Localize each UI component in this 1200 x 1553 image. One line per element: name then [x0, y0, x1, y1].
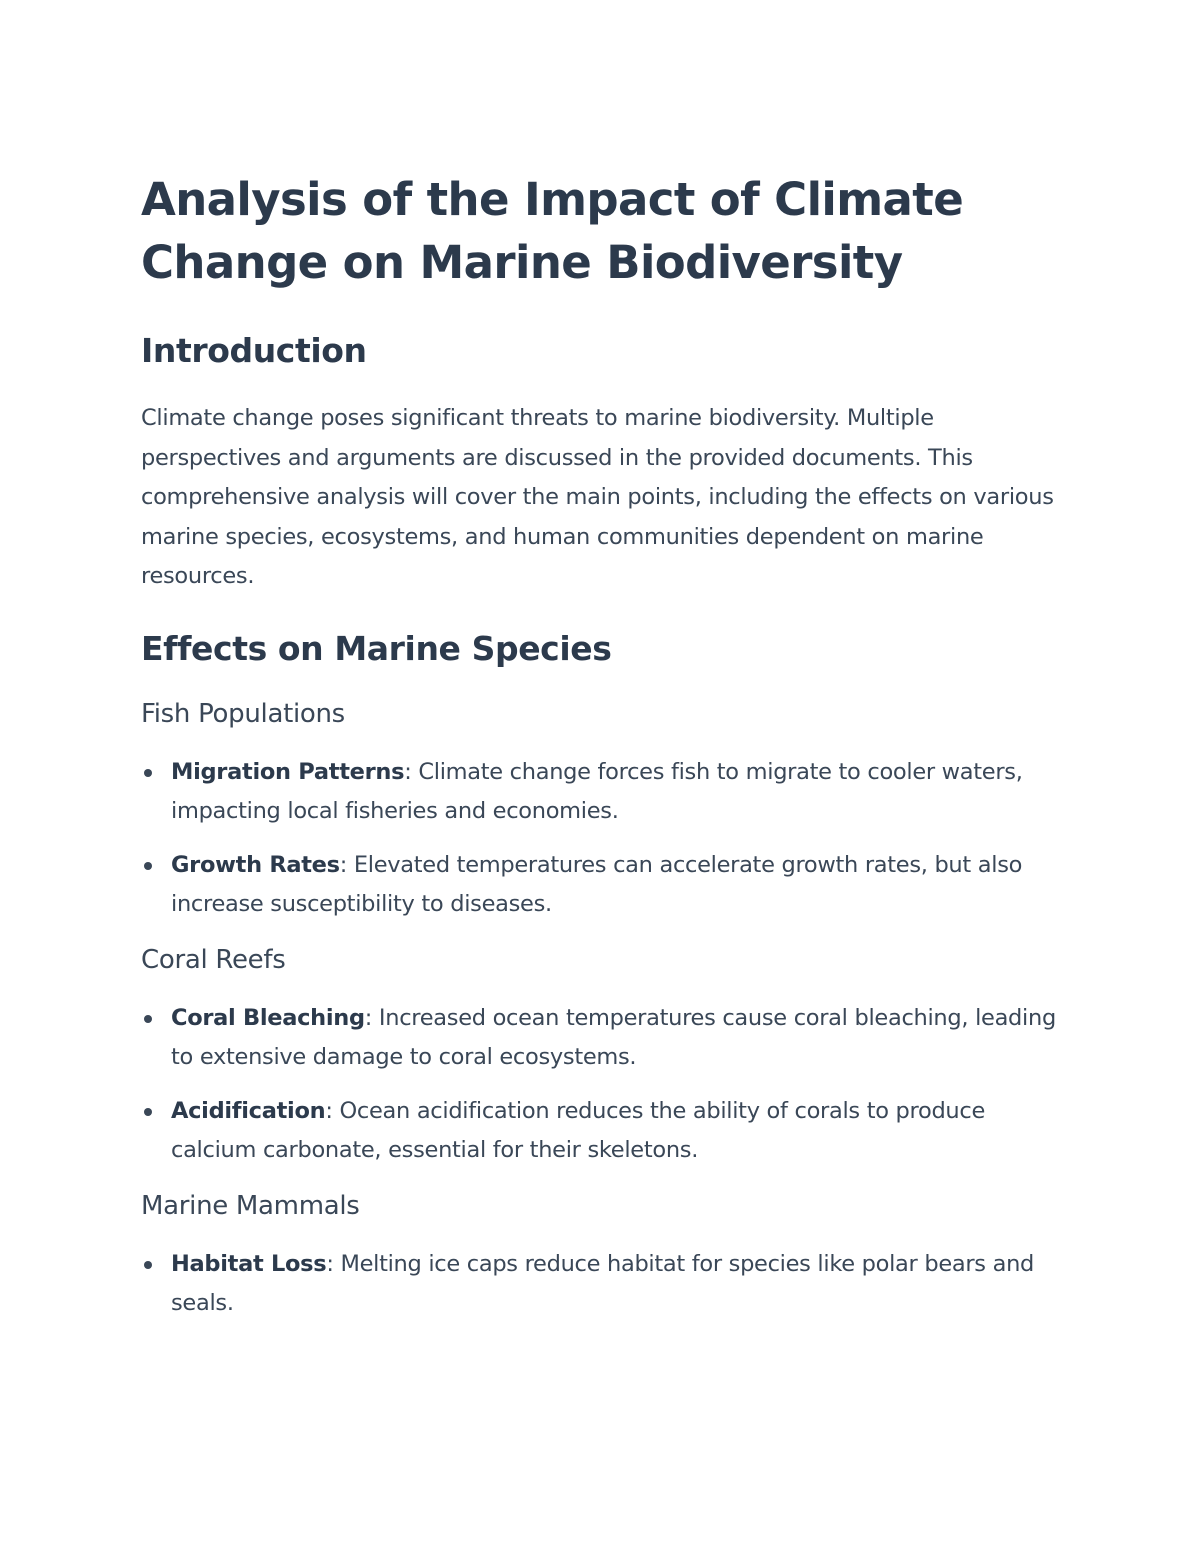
bullet-icon: [144, 769, 152, 777]
subsection-heading-fish-populations: Fish Populations: [141, 698, 345, 729]
coral-reefs-list: [141, 999, 1061, 1171]
list-item: [141, 753, 1061, 832]
marine-mammals-list: [141, 1245, 1061, 1324]
list-item: [141, 1092, 1061, 1171]
section-heading-introduction: Introduction: [141, 331, 367, 370]
list-item-text: : Ocean acidification reduces the ability of corals to produce calcium carbonate, essential for their skeletons.: [171, 1097, 986, 1163]
bullet-icon: [144, 1108, 152, 1116]
section-heading-effects-on-marine-species: Effects on Marine Species: [141, 628, 612, 668]
list-item-text: : Climate change forces fish to migrate to cooler waters, impacting local fisheries and economies.: [171, 758, 1023, 824]
list-item-text: : Elevated temperatures can accelerate growth rates, but also increase susceptibility to diseases.: [171, 851, 1023, 917]
document-page: [141, 168, 1061, 1324]
list-item-text: : Increased ocean temperatures cause coral bleaching, leading to extensive damage to coral ecosystems.: [171, 1004, 1056, 1070]
bullet-icon: [144, 862, 152, 870]
list-item-term: Coral Bleaching: [171, 1004, 365, 1031]
list-item: [141, 999, 1061, 1078]
fish-populations-list: [141, 753, 1061, 925]
list-item: [141, 1245, 1061, 1324]
document-title: Analysis of the Impact of Climate Change on Marine Biodiversity: [141, 173, 964, 289]
bullet-icon: [144, 1261, 152, 1269]
list-item-term: Acidification: [171, 1097, 326, 1124]
list-item-term: Habitat Loss: [171, 1250, 327, 1277]
subsection-heading-marine-mammals: Marine Mammals: [141, 1190, 360, 1221]
bullet-icon: [144, 1015, 152, 1023]
introduction-paragraph: Climate change poses significant threats to marine biodiversity. Multiple perspectives and arguments are discussed in the provided documents. This comprehensive analysis will cover the main points, including the effects on various marine species, ecosystems, and human communities dependent on marine resources.: [141, 405, 1054, 589]
list-item: [141, 846, 1061, 925]
subsection-heading-coral-reefs: Coral Reefs: [141, 944, 286, 975]
list-item-term: Migration Patterns: [171, 758, 405, 785]
list-item-term: Growth Rates: [171, 851, 340, 878]
list-item-text: : Melting ice caps reduce habitat for species like polar bears and seals.: [171, 1250, 1035, 1316]
